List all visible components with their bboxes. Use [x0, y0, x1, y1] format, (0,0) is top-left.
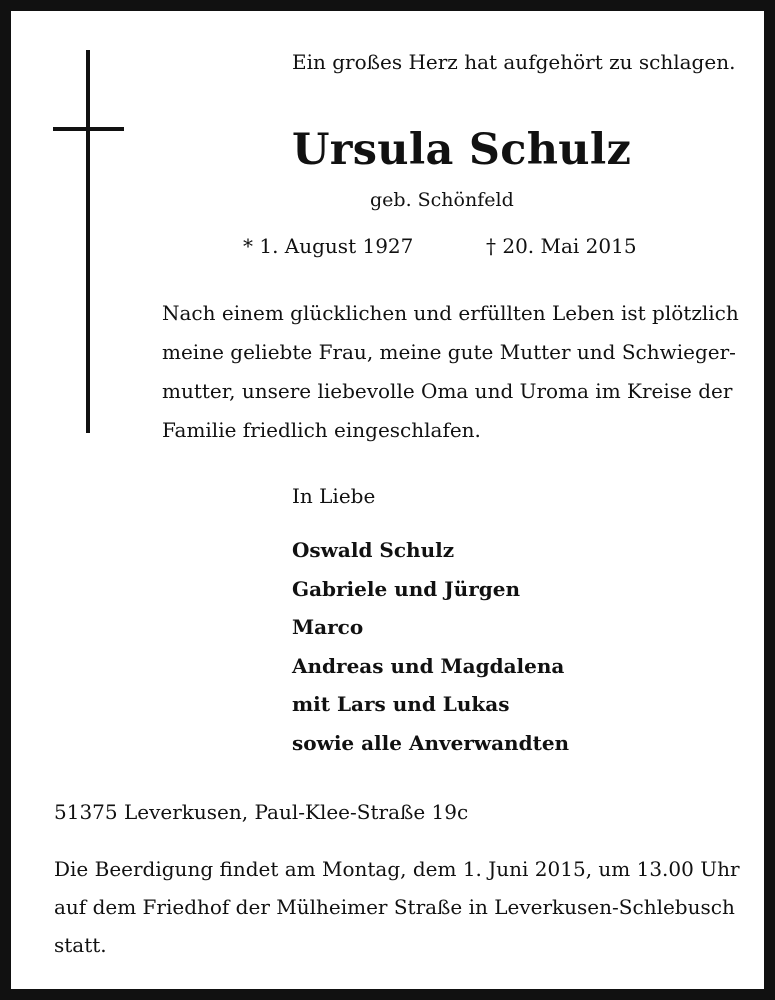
- motto: Ein großes Herz hat aufgehört zu schlagen.: [292, 50, 736, 74]
- announcement-text: [162, 294, 739, 450]
- announcement-line: mutter, unsere liebevolle Oma und Uroma im Kreise der: [162, 379, 733, 403]
- maiden-name: geb. Schönfeld: [370, 189, 514, 211]
- birth-date: * 1. August 1927: [243, 234, 414, 258]
- funeral-line: auf dem Friedhof der Mülheimer Straße in Leverkusen-Schlebusch: [54, 895, 735, 919]
- funeral-line: statt.: [54, 933, 107, 957]
- deceased-name: Ursula Schulz: [292, 125, 632, 175]
- cross-horizontal-bar: [53, 127, 124, 131]
- mourner-name: sowie alle Anverwandten: [292, 730, 570, 755]
- funeral-line: Die Beerdigung findet am Montag, dem 1. Juni 2015, um 13.00 Uhr: [54, 857, 740, 881]
- mourners-list: [292, 531, 569, 762]
- mourner-name: Marco: [292, 615, 364, 639]
- in-love-label: In Liebe: [292, 484, 376, 508]
- funeral-info: [54, 850, 740, 964]
- announcement-line: meine geliebte Frau, meine gute Mutter und Schwieger-: [162, 340, 736, 364]
- mourner-name: mit Lars und Lukas: [292, 692, 510, 716]
- mourner-name: Gabriele und Jürgen: [292, 576, 520, 601]
- death-date: † 20. Mai 2015: [486, 234, 637, 258]
- mourner-name: Andreas und Magdalena: [292, 653, 565, 678]
- cross-vertical-bar: [86, 50, 90, 433]
- address: 51375 Leverkusen, Paul-Klee-Straße 19c: [54, 800, 469, 824]
- announcement-line: Familie friedlich eingeschlafen.: [162, 418, 481, 442]
- announcement-line: Nach einem glücklichen und erfüllten Leben ist plötzlich: [162, 301, 739, 325]
- mourner-name: Oswald Schulz: [292, 538, 455, 562]
